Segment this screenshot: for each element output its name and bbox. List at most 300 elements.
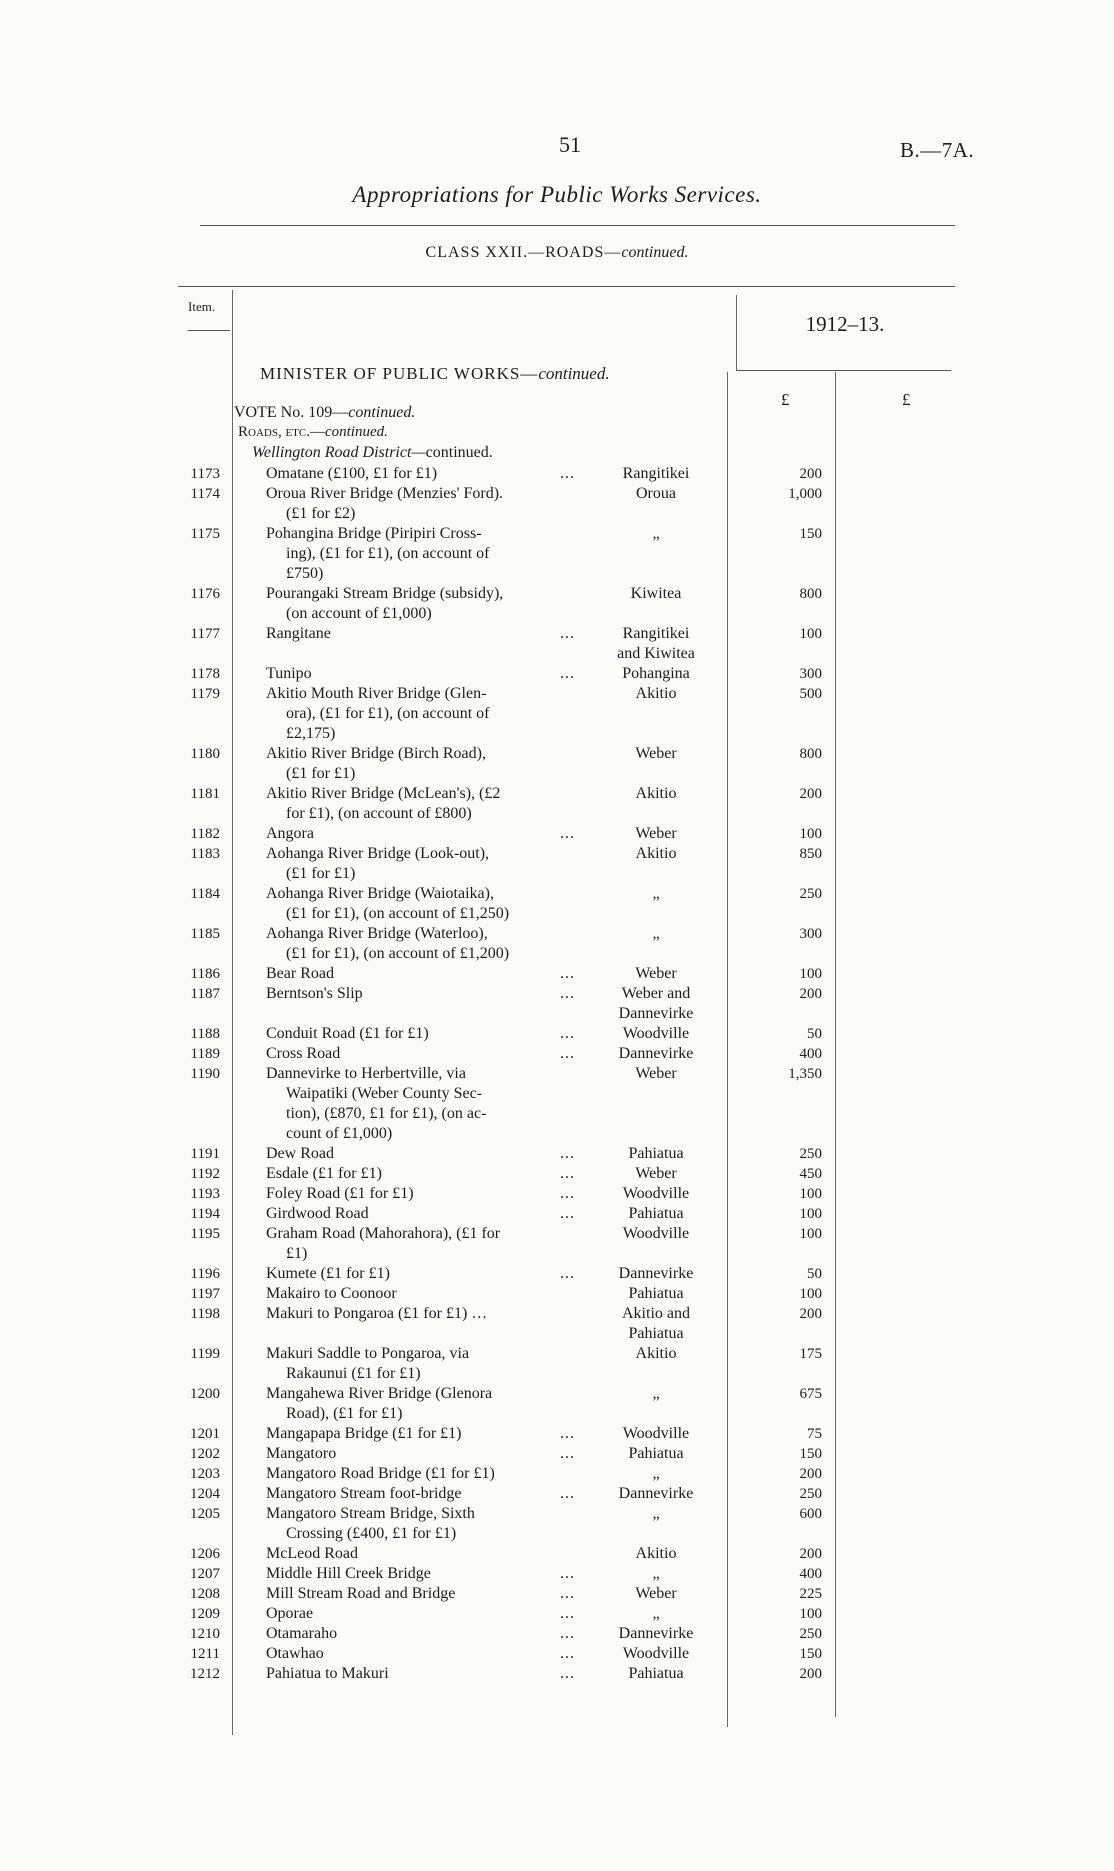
county-line: Dannevirke	[618, 1485, 694, 1502]
table-row	[0, 584, 1114, 624]
description-line: Makuri Saddle to Pongaroa, via	[266, 1345, 470, 1362]
table-row	[0, 744, 1114, 784]
item-description	[266, 1304, 616, 1344]
table-row	[0, 1504, 1114, 1544]
county-line: Dannevirke	[618, 1625, 694, 1642]
amount: 100	[799, 1186, 822, 1202]
county-name	[600, 624, 712, 664]
description-line: Otawhao	[266, 1645, 324, 1662]
ministry-heading-main: MINISTER OF PUBLIC WORKS—	[260, 364, 539, 383]
item-number: 1200	[190, 1386, 220, 1402]
description-line	[266, 644, 616, 664]
amount: 200	[799, 1306, 822, 1322]
table-row	[0, 884, 1114, 924]
description-line: Middle Hill Creek Bridge	[266, 1565, 431, 1582]
item-number: 1181	[190, 786, 220, 802]
description-line: Esdale (£1 for £1)	[266, 1165, 382, 1182]
item-description	[266, 844, 616, 884]
amount: 100	[799, 1226, 822, 1242]
item-number: 1183	[190, 846, 220, 862]
item-number: 1207	[190, 1566, 220, 1582]
county-line: Woodville	[622, 1225, 690, 1242]
amount: 250	[799, 1626, 822, 1642]
table-row	[0, 624, 1114, 664]
county-name	[600, 1164, 712, 1184]
table-row	[0, 1284, 1114, 1304]
description-line: Pourangaki Stream Bridge (subsidy),	[266, 585, 504, 602]
item-number: 1211	[190, 1646, 220, 1662]
county-name	[600, 1624, 712, 1644]
description-line: (£1 for £1)	[286, 865, 356, 882]
leader-dots: ...	[560, 1165, 575, 1182]
amount: 150	[799, 1446, 822, 1462]
table-row	[0, 1044, 1114, 1064]
table-row	[0, 1344, 1114, 1384]
item-number: 1189	[190, 1046, 220, 1062]
description-line: tion), (£870, £1 for £1), (on ac-	[286, 1105, 487, 1122]
amount: 75	[807, 1426, 822, 1442]
table-row	[0, 1264, 1114, 1284]
pound-column-2: £	[902, 390, 911, 409]
item-number: 1203	[190, 1466, 220, 1482]
class-heading-cont: continued.	[621, 244, 689, 261]
county-line: Rangitikei	[622, 465, 690, 482]
amount: 100	[799, 966, 822, 982]
item-number: 1173	[190, 466, 220, 482]
item-description	[266, 1464, 616, 1484]
county-name	[600, 1464, 712, 1484]
county-name	[600, 884, 712, 904]
item-number: 1188	[190, 1026, 220, 1042]
roads-cont: continued.	[324, 424, 388, 440]
county-name	[600, 1584, 712, 1604]
leader-dots: ...	[560, 665, 575, 682]
item-description	[266, 884, 616, 924]
county-line: Akitio	[635, 685, 677, 702]
leader-dots: ...	[560, 1625, 575, 1642]
page-code: B.—7A.	[900, 138, 975, 162]
item-number: 1191	[190, 1146, 220, 1162]
vote-main: VOTE No. 109—	[234, 404, 349, 421]
description-line: Oroua River Bridge (Menzies' Ford).	[266, 485, 504, 502]
amount: 150	[799, 526, 822, 542]
county-line: and Kiwitea	[617, 645, 695, 662]
description-line: for £1), (on account of £800)	[286, 805, 472, 822]
county-name	[600, 484, 712, 504]
district-main: Wellington Road District—	[252, 444, 426, 461]
item-description	[266, 1224, 616, 1264]
title-rule	[200, 225, 955, 226]
description-line: Akitio River Bridge (McLean's), (£2	[266, 785, 501, 802]
description-line: Mangatoro Stream foot-bridge	[266, 1485, 462, 1502]
description-line: Otamaraho	[266, 1625, 338, 1642]
item-number: 1204	[190, 1486, 220, 1502]
description-line: Pahiatua to Makuri	[266, 1665, 389, 1682]
table-row	[0, 1424, 1114, 1444]
county-name	[600, 1384, 712, 1404]
description-line: Graham Road (Mahorahora), (£1 for	[266, 1225, 501, 1242]
description-line: Road), (£1 for £1)	[286, 1405, 403, 1422]
appropriation-rows	[0, 464, 1114, 1684]
county-name	[600, 1064, 712, 1084]
description-line: Akitio River Bridge (Birch Road),	[266, 745, 486, 762]
county-line: Akitio	[635, 1545, 677, 1562]
county-name	[600, 1424, 712, 1444]
county-name	[600, 664, 712, 684]
class-heading-main: CLASS XXII.—ROADS—	[425, 244, 622, 261]
county-name	[600, 744, 712, 764]
county-name	[600, 824, 712, 844]
county-name	[600, 984, 712, 1024]
county-line: „	[652, 1465, 660, 1482]
item-number: 1194	[190, 1206, 220, 1222]
leader-dots: ...	[560, 1185, 575, 1202]
item-description	[266, 584, 616, 624]
county-line: Weber	[635, 1585, 677, 1602]
county-line: Woodville	[622, 1185, 690, 1202]
county-name	[600, 584, 712, 604]
leader-dots: ...	[560, 1205, 575, 1222]
county-line: Weber	[635, 825, 677, 842]
description-line: Cross Road	[266, 1045, 341, 1062]
amount: 450	[799, 1166, 822, 1182]
county-name	[600, 1564, 712, 1584]
item-number: 1198	[190, 1306, 220, 1322]
leader-dots: ...	[560, 1485, 575, 1502]
table-row	[0, 1484, 1114, 1504]
item-number: 1180	[190, 746, 220, 762]
item-header-rule	[188, 330, 230, 331]
county-line: Akitio	[635, 845, 677, 862]
item-number: 1177	[190, 626, 220, 642]
table-row	[0, 1384, 1114, 1424]
county-name	[600, 1144, 712, 1164]
description-line: Conduit Road (£1 for £1)	[266, 1025, 429, 1042]
county-line: Woodville	[622, 1025, 690, 1042]
county-name	[600, 1644, 712, 1664]
amount: 250	[799, 886, 822, 902]
county-line: Akitio	[635, 785, 677, 802]
amount: 100	[799, 1286, 822, 1302]
county-line: „	[652, 885, 660, 902]
county-line: „	[652, 1565, 660, 1582]
county-name	[600, 1044, 712, 1064]
item-number: 1208	[190, 1586, 220, 1602]
table-row	[0, 1164, 1114, 1184]
item-description	[266, 924, 616, 964]
amount: 1,350	[788, 1066, 822, 1082]
county-name	[600, 844, 712, 864]
description-line: Dannevirke to Herbertville, via	[266, 1065, 466, 1082]
county-name	[600, 1344, 712, 1364]
county-name	[600, 1544, 712, 1564]
table-row	[0, 484, 1114, 524]
table-row	[0, 664, 1114, 684]
description-line: Aohanga River Bridge (Waterloo),	[266, 925, 488, 942]
county-name	[600, 1024, 712, 1044]
table-row	[0, 1624, 1114, 1644]
year-column-rule	[736, 295, 737, 370]
item-number: 1187	[190, 986, 220, 1002]
description-line: Bear Road	[266, 965, 334, 982]
amount: 200	[799, 1546, 822, 1562]
amount: 250	[799, 1146, 822, 1162]
leader-dots: ...	[560, 1605, 575, 1622]
description-line: (£1 for £2)	[286, 505, 356, 522]
class-heading	[0, 244, 1114, 262]
county-line: „	[652, 1385, 660, 1402]
county-line: Pahiatua	[628, 1205, 684, 1222]
table-row	[0, 1664, 1114, 1684]
amount: 200	[799, 1466, 822, 1482]
description-line: McLeod Road	[266, 1545, 358, 1562]
description-line: Girdwood Road	[266, 1205, 369, 1222]
item-number: 1195	[190, 1226, 220, 1242]
amount: 50	[807, 1026, 822, 1042]
county-line: Weber	[635, 1165, 677, 1182]
item-number: 1205	[190, 1506, 220, 1522]
county-line: Weber	[635, 965, 677, 982]
amount: 100	[799, 1206, 822, 1222]
description-line: count of £1,000)	[286, 1125, 393, 1142]
table-row	[0, 964, 1114, 984]
description-line: Omatane (£100, £1 for £1)	[266, 465, 438, 482]
county-name	[600, 924, 712, 944]
item-description	[266, 1344, 616, 1384]
description-line: Berntson's Slip	[266, 985, 363, 1002]
item-description	[266, 1284, 616, 1304]
leader-dots: ...	[560, 1585, 575, 1602]
item-number: 1174	[190, 486, 220, 502]
county-line: Woodville	[622, 1425, 690, 1442]
county-name	[600, 1204, 712, 1224]
table-row	[0, 1564, 1114, 1584]
description-line: Mangatoro	[266, 1445, 337, 1462]
description-line: Rakaunui (£1 for £1)	[286, 1365, 421, 1382]
county-name	[600, 784, 712, 804]
item-description	[266, 524, 616, 584]
county-line: Akitio and	[622, 1305, 690, 1322]
county-line: „	[652, 1505, 660, 1522]
description-line: Oporae	[266, 1605, 314, 1622]
description-line: Dew Road	[266, 1145, 334, 1162]
county-line: Rangitikei	[622, 625, 690, 642]
leader-dots: ...	[560, 1445, 575, 1462]
table-row	[0, 1224, 1114, 1264]
description-line: Pohangina Bridge (Piripiri Cross-	[266, 525, 482, 542]
description-line: Waipatiki (Weber County Sec-	[286, 1085, 483, 1102]
description-line: £2,175)	[286, 725, 336, 742]
description-line: Angora	[266, 825, 314, 842]
item-description	[266, 744, 616, 784]
description-line: Rangitane	[266, 625, 331, 642]
amount: 800	[799, 746, 822, 762]
item-number: 1184	[190, 886, 220, 902]
amount: 1,000	[788, 486, 822, 502]
district-cont: continued.	[425, 444, 493, 461]
amount: 200	[799, 986, 822, 1002]
amount: 200	[799, 786, 822, 802]
county-name	[600, 1304, 712, 1344]
ministry-heading-cont: continued.	[538, 364, 610, 383]
table-row	[0, 924, 1114, 964]
item-number: 1178	[190, 666, 220, 682]
county-name	[600, 1184, 712, 1204]
county-line: Dannevirke	[618, 1265, 694, 1282]
description-line: ing), (£1 for £1), (on account of	[286, 545, 490, 562]
amount: 100	[799, 626, 822, 642]
table-row	[0, 1644, 1114, 1664]
county-line: Pahiatua	[628, 1445, 684, 1462]
amount: 150	[799, 1646, 822, 1662]
table-row	[0, 684, 1114, 744]
county-name	[600, 1504, 712, 1524]
item-description	[266, 784, 616, 824]
description-line: Tunipo	[266, 665, 312, 682]
amount: 300	[799, 926, 822, 942]
table-row	[0, 984, 1114, 1024]
county-line: Weber and	[621, 985, 691, 1002]
leader-dots: ...	[560, 1145, 575, 1162]
amount: 850	[799, 846, 822, 862]
description-line: ora), (£1 for £1), (on account of	[286, 705, 490, 722]
description-line: Mangahewa River Bridge (Glenora	[266, 1385, 493, 1402]
item-description	[266, 684, 616, 744]
description-line: Mangatoro Stream Bridge, Sixth	[266, 1505, 475, 1522]
item-number: 1212	[190, 1666, 220, 1682]
county-line: Dannevirke	[618, 1045, 694, 1062]
item-number: 1190	[190, 1066, 220, 1082]
item-number: 1197	[190, 1286, 220, 1302]
amount: 400	[799, 1566, 822, 1582]
county-name	[600, 1484, 712, 1504]
description-line: (on account of £1,000)	[286, 605, 432, 622]
table-row	[0, 1304, 1114, 1344]
amount: 675	[799, 1386, 822, 1402]
leader-dots: ...	[560, 1565, 575, 1582]
amount: 600	[799, 1506, 822, 1522]
item-number: 1175	[190, 526, 220, 542]
description-line: Mangapapa Bridge (£1 for £1)	[266, 1425, 462, 1442]
description-line: (£1 for £1)	[286, 765, 356, 782]
county-name	[600, 524, 712, 544]
item-number: 1199	[190, 1346, 220, 1362]
description-line: (£1 for £1), (on account of £1,200)	[286, 945, 510, 962]
amount: 175	[799, 1346, 822, 1362]
item-number: 1186	[190, 966, 220, 982]
description-line	[266, 1324, 616, 1344]
county-line: Weber	[635, 1065, 677, 1082]
table-row	[0, 844, 1114, 884]
leader-dots: ...	[560, 1045, 575, 1062]
amount: 400	[799, 1046, 822, 1062]
leader-dots: ...	[560, 1425, 575, 1442]
table-row	[0, 464, 1114, 484]
table-row	[0, 1464, 1114, 1484]
county-line: Woodville	[622, 1645, 690, 1662]
description-line: £1)	[286, 1245, 308, 1262]
county-name	[600, 1264, 712, 1284]
item-number: 1193	[190, 1186, 220, 1202]
leader-dots: ...	[560, 965, 575, 982]
pound-column-1: £	[781, 390, 790, 409]
table-top-rule	[178, 286, 955, 287]
item-number: 1201	[190, 1426, 220, 1442]
item-number: 1210	[190, 1626, 220, 1642]
year-header: 1912–13.	[805, 312, 885, 336]
leader-dots: ...	[560, 1665, 575, 1682]
leader-dots: ...	[560, 1265, 575, 1282]
item-number: 1206	[190, 1546, 220, 1562]
table-row	[0, 524, 1114, 584]
county-line: „	[652, 925, 660, 942]
table-row	[0, 784, 1114, 824]
page-title: Appropriations for Public Works Services.	[352, 182, 762, 207]
description-line: Makairo to Coonoor	[266, 1285, 397, 1302]
description-line: Foley Road (£1 for £1)	[266, 1185, 414, 1202]
county-name	[600, 1664, 712, 1684]
table-row	[0, 1184, 1114, 1204]
roads-main: Roads, etc.—	[238, 424, 325, 440]
table-row	[0, 1604, 1114, 1624]
county-line: Kiwitea	[630, 585, 682, 602]
table-row	[0, 1584, 1114, 1604]
amount: 100	[799, 1606, 822, 1622]
description-line: (£1 for £1), (on account of £1,250)	[286, 905, 510, 922]
vote-cont: continued.	[348, 404, 416, 421]
description-line: Akitio Mouth River Bridge (Glen-	[266, 685, 487, 702]
amount: 200	[799, 1666, 822, 1682]
county-line: Akitio	[635, 1345, 677, 1362]
description-line: Aohanga River Bridge (Waiotaika),	[266, 885, 494, 902]
page-number: 51	[559, 132, 581, 157]
amount: 50	[807, 1266, 822, 1282]
item-number: 1196	[190, 1266, 220, 1282]
district-line	[252, 444, 493, 462]
description-line: Mangatoro Road Bridge (£1 for £1)	[266, 1465, 495, 1482]
county-name	[600, 1284, 712, 1304]
county-line: „	[652, 525, 660, 542]
item-number: 1209	[190, 1606, 220, 1622]
item-description	[266, 1544, 616, 1564]
table-row	[0, 824, 1114, 844]
leader-dots: ...	[560, 1025, 575, 1042]
county-name	[600, 964, 712, 984]
description-line: Kumete (£1 for £1)	[266, 1265, 390, 1282]
county-name	[600, 1444, 712, 1464]
amount: 200	[799, 466, 822, 482]
leader-dots: ...	[560, 465, 575, 482]
county-line: Oroua	[636, 485, 676, 502]
item-number: 1192	[190, 1166, 220, 1182]
leader-dots: ...	[560, 985, 575, 1002]
description-line: £750)	[286, 565, 324, 582]
description-line: Aohanga River Bridge (Look-out),	[266, 845, 490, 862]
item-description	[266, 1384, 616, 1424]
ministry-heading	[260, 364, 610, 384]
table-row	[0, 1144, 1114, 1164]
amount: 250	[799, 1486, 822, 1502]
table-row	[0, 1204, 1114, 1224]
table-row	[0, 1064, 1114, 1144]
table-row	[0, 1024, 1114, 1044]
county-line: Pahiatua	[628, 1145, 684, 1162]
roads-line	[238, 424, 388, 441]
amount: 100	[799, 826, 822, 842]
item-number: 1176	[190, 586, 220, 602]
amount: 225	[799, 1586, 822, 1602]
description-line	[266, 1004, 616, 1024]
